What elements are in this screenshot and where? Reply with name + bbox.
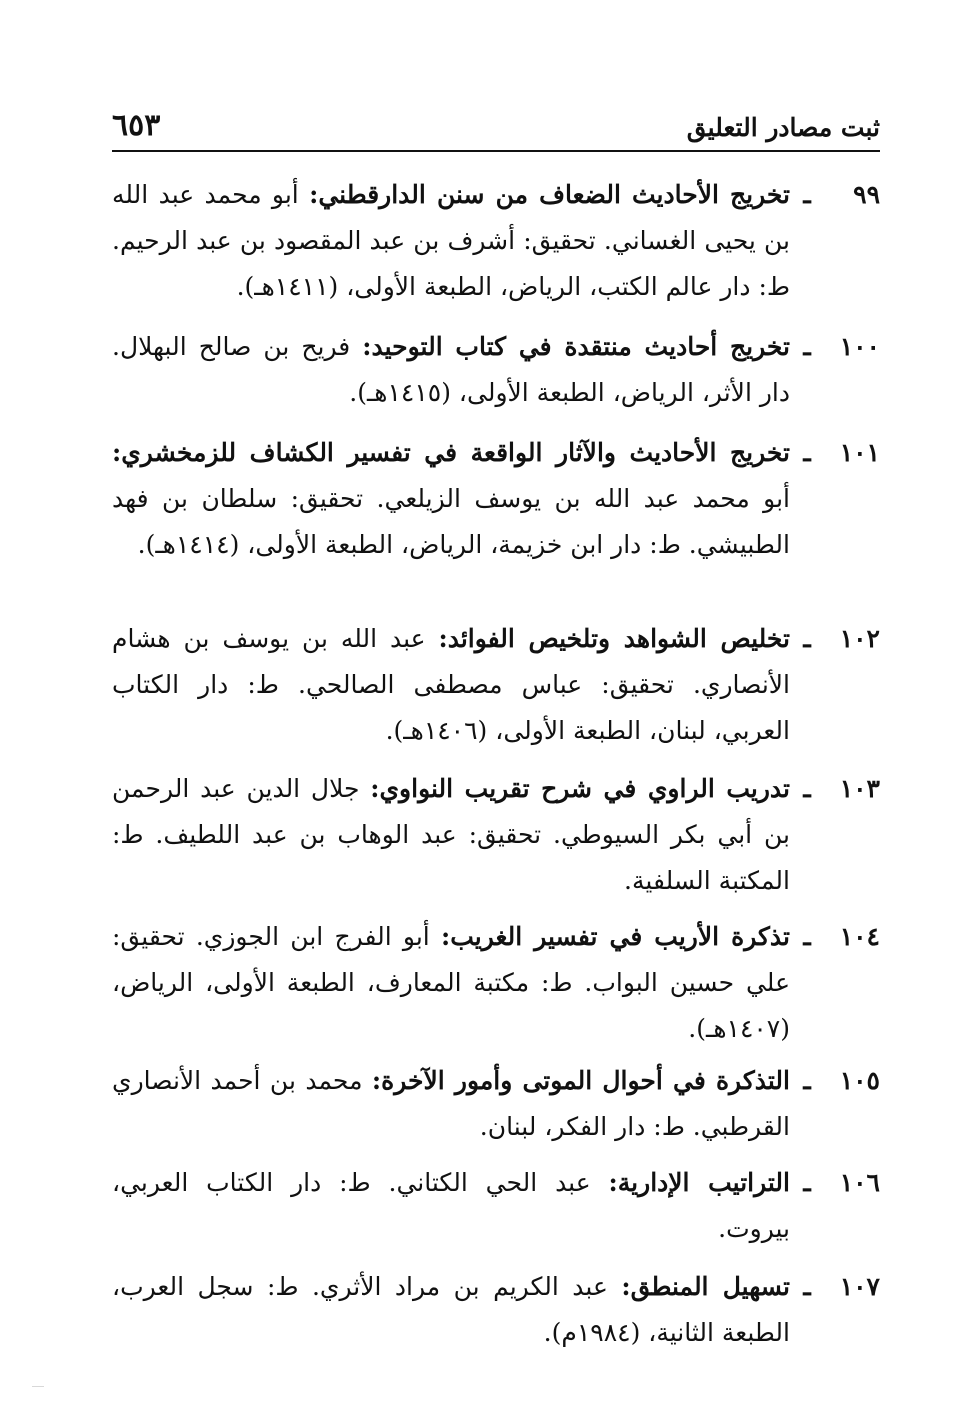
entry-text	[112, 1264, 790, 1356]
entry-details: عبد الكريم بن مراد الأثري. ط: سجل العرب، الطبعة الثانية، (١٩٨٤م).	[112, 1272, 790, 1347]
entry-details: جلال الدين عبد الرحمن بن أبي بكر السيوطي. تحقيق: عبد الوهاب بن عبد اللطيف. ط: المكتبة السلفية.	[112, 774, 790, 895]
entry-title: تخريج الأحاديث والآثار الواقعة في تفسير الكشاف للزمخشري:	[112, 438, 790, 467]
entry-text	[112, 616, 790, 754]
entry-number: ١٠١	[839, 438, 880, 467]
entry-title: تخريج الأحاديث الضعاف من سنن الدارقطني:	[309, 180, 790, 209]
entry-number: ٩٩	[853, 180, 880, 209]
entry-text	[112, 324, 790, 416]
entry-number: ١٠٣	[839, 774, 880, 803]
entry-details: محمد بن أحمد الأنصاري القرطبي. ط: دار الفكر، لبنان.	[112, 1066, 790, 1141]
entry-title: التذكرة في أحوال الموتى وأمور الآخرة:	[371, 1066, 790, 1095]
entry-number: ١٠٢	[839, 624, 880, 653]
entry-text	[112, 766, 790, 904]
page-header	[112, 106, 880, 150]
entry-dash: ـ	[803, 1066, 811, 1095]
entry-details: عبد الحي الكتاني. ط: دار الكتاب العربي، بيروت.	[112, 1168, 790, 1243]
entry-text	[112, 1160, 790, 1252]
entry-dash: ـ	[803, 1168, 811, 1197]
entry-text	[112, 172, 790, 310]
entry-title: تدريب الراوي في شرح تقريب النواوي:	[370, 774, 791, 803]
entry-number: ١٠٤	[839, 922, 880, 951]
entry-details: عبد الله بن يوسف بن هشام الأنصاري. تحقيق: عباس مصطفى الصالحي. ط: دار الكتاب العربي، لبنان، الطبعة الأولى، (١٤٠٦هـ).	[112, 624, 790, 745]
entry-title: تذكرة الأريب في تفسير الغريب:	[441, 922, 790, 951]
entry-text	[112, 430, 790, 568]
entry-dash: ـ	[803, 1272, 811, 1301]
entry-dash: ـ	[803, 438, 811, 467]
entry-title: تخريج أحاديث منتقدة في كتاب التوحيد:	[362, 332, 790, 361]
entry-text	[112, 914, 790, 1052]
entry-details: أبو محمد عبد الله بن يحيى الغساني. تحقيق: أشرف بن عبد المقصود بن عبد الرحيم. ط: دار عالم الكتب، الرياض، الطبعة الأولى، (١٤١١هـ).	[112, 180, 790, 301]
entry-number: ١٠٦	[839, 1168, 880, 1197]
entry-details: أبو الفرج ابن الجوزي. تحقيق: علي حسين البواب. ط: مكتبة المعارف، الطبعة الأولى، الرياض، (١٤٠٧هـ).	[112, 922, 790, 1043]
entry-number: ١٠٠	[839, 332, 880, 361]
entry-title: التراتيب الإدارية:	[608, 1168, 790, 1197]
page-number: ٦٥٣	[112, 108, 161, 143]
entry-dash: ـ	[803, 332, 811, 361]
entry-text	[112, 1058, 790, 1150]
header-rule	[112, 150, 880, 152]
entry-number: ١٠٧	[839, 1272, 880, 1301]
entry-details: أبو محمد عبد الله بن يوسف الزيلعي. تحقيق: سلطان بن فهد الطبيشي. ط: دار ابن خزيمة، الرياض، الطبعة الأولى، (١٤١٤هـ).	[112, 484, 790, 559]
entry-title: تسهيل المنطق:	[621, 1272, 790, 1301]
entry-dash: ـ	[803, 180, 811, 209]
entry-dash: ـ	[803, 624, 811, 653]
entry-number: ١٠٥	[839, 1066, 880, 1095]
running-title: ثبت مصادر التعليق	[686, 113, 880, 142]
entry-title: تخليص الشواهد وتلخيص الفوائد:	[438, 624, 790, 653]
scan-mark	[32, 1386, 44, 1387]
entry-details: فريح بن صالح البهلال. دار الأثر، الرياض، الطبعة الأولى، (١٤١٥هـ).	[112, 332, 790, 407]
entry-dash: ـ	[803, 774, 811, 803]
entry-dash: ـ	[803, 922, 811, 951]
